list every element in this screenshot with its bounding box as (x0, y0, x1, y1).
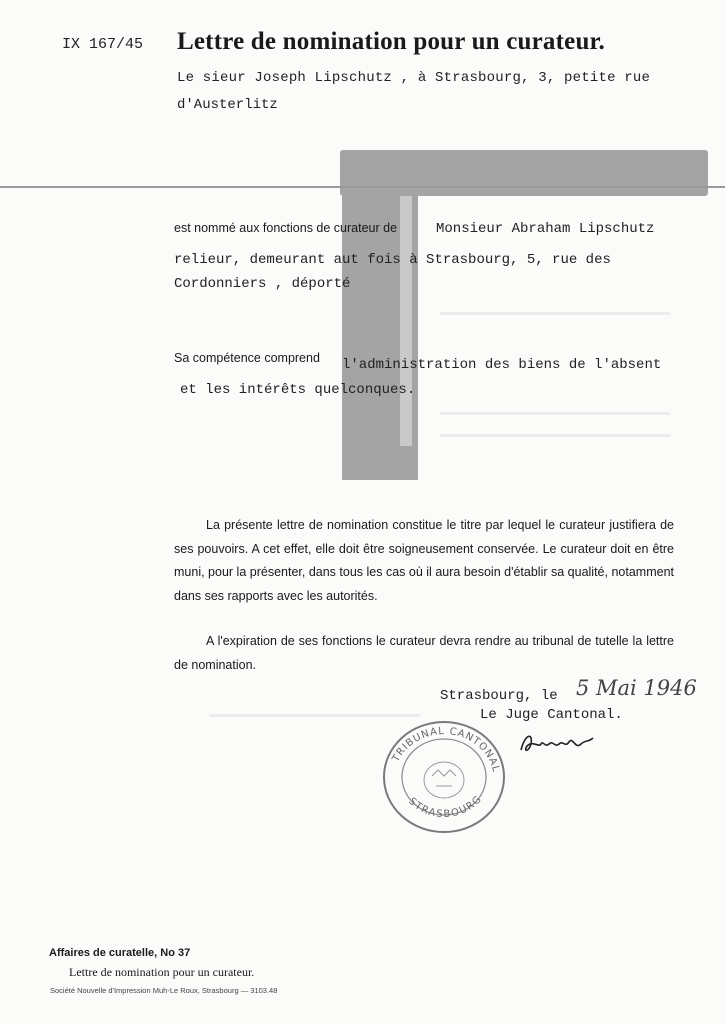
svg-text:TRIBUNAL CANTONAL: TRIBUNAL CANTONAL (390, 725, 502, 774)
scope-line-1: l'administration des biens de l'absent (342, 357, 662, 373)
fold-line (0, 186, 725, 188)
reference-number: IX 167/45 (62, 36, 144, 53)
body-paragraph-2: A l'expiration de ses fonctions le curateur devra rendre au tribunal de tutelle la lettre de nomination. (174, 634, 674, 672)
bleed-through-mark (440, 434, 670, 437)
scope-line-2: et les intérêts quelconques. (180, 382, 416, 398)
tape-highlight (400, 196, 412, 446)
curator-line-1: Le sieur Joseph Lipschutz , à Strasbourg, 3, petite rue (177, 70, 651, 86)
curator-line-2: d'Austerlitz (177, 97, 278, 113)
ward-line-3: Cordonniers , déporté (174, 276, 351, 292)
form-subtitle: Lettre de nomination pour un curateur. (69, 965, 255, 979)
appointment-label: est nommé aux fonctions de curateur de (174, 221, 398, 235)
bleed-through-mark (210, 714, 420, 717)
body-paragraph-1: La présente lettre de nomination constitue le titre par lequel le curateur justifiera de ses pouvoirs. A cet effet, elle doit être soigneusement conservée. Le curateur doit en être muni, pour la présenter, dans tous les cas où il aura besoin d'établir sa qualité, notamment dans ses rapports avec les autorités. (174, 518, 674, 603)
printer-imprint: Société Nouvelle d'Impression Muh-Le Roux, Strasbourg — 3103.48 (50, 986, 278, 995)
handwritten-date: 5 Mai 1946 (576, 676, 697, 700)
bleed-through-mark (440, 412, 670, 415)
bleed-through-mark (440, 312, 670, 315)
place-line: Strasbourg, le (440, 688, 558, 704)
judge-title: Le Juge Cantonal. (480, 707, 623, 723)
competence-label: Sa compétence comprend (174, 351, 320, 365)
form-series-title: Affaires de curatelle, No 37 (49, 947, 191, 959)
tape-strip (340, 150, 708, 196)
judge-signature (517, 726, 597, 760)
ward-line-1: Monsieur Abraham Lipschutz (436, 221, 655, 237)
tribunal-seal (380, 718, 508, 836)
svg-text:STRASBOURG: STRASBOURG (406, 793, 485, 821)
ward-line-2: relieur, demeurant aut fois à Strasbourg, 5, rue des (174, 252, 611, 268)
document-title: Lettre de nomination pour un curateur. (177, 28, 605, 55)
